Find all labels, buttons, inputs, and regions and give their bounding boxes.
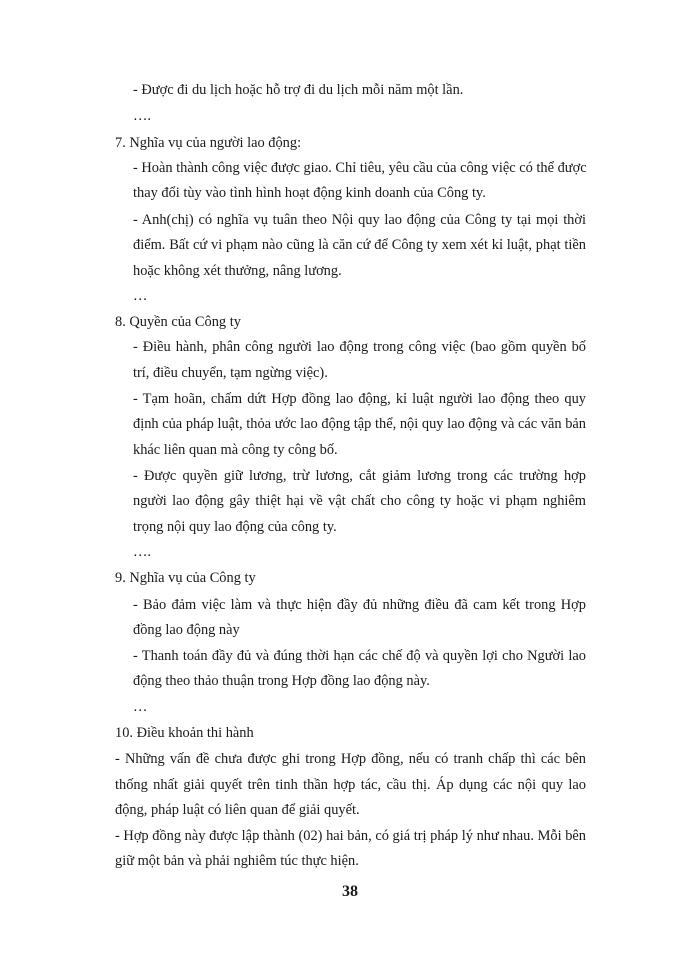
text-line: điểm. Bất cứ vi phạm nào cũng là căn cứ để Công ty xem xét kỉ luật, phạt tiền — [133, 237, 586, 253]
text-line: trọng nội quy lao động của công ty. — [133, 519, 337, 535]
text-line: - Hợp đồng này được lập thành (02) hai bản, có giá trị pháp lý như nhau. Mỗi bên — [115, 828, 586, 844]
text-line: người lao động gây thiệt hại về vật chất cho công ty hoặc vi phạm nghiêm — [133, 493, 586, 509]
text-line: thay đổi tùy vào tình hình hoạt động kinh doanh của Công ty. — [133, 185, 486, 201]
section-heading-8: 8. Quyền của Công ty — [115, 314, 241, 330]
text-line: giữ một bản và phải nghiêm túc thực hiện. — [115, 853, 359, 869]
text-line: động theo thảo thuận trong Hợp đồng lao động này. — [133, 673, 430, 689]
text-line-ellipsis: …. — [133, 108, 151, 124]
text-line: động, pháp luật có liên quan để giải quyết. — [115, 802, 360, 818]
text-line: - Những vấn đề chưa được ghi trong Hợp đồng, nếu có tranh chấp thì các bên — [115, 751, 586, 767]
page-number: 38 — [342, 883, 358, 900]
text-line: trí, điều chuyển, tạm ngừng việc). — [133, 365, 328, 381]
section-heading-9: 9. Nghĩa vụ của Công ty — [115, 570, 256, 586]
text-line: - Anh(chị) có nghĩa vụ tuân theo Nội quy lao động của Công ty tại mọi thời — [133, 212, 586, 228]
text-line: - Bảo đảm việc làm và thực hiện đầy đủ những điều đã cam kết trong Hợp — [133, 597, 586, 613]
text-line: thống nhất giải quyết trên tinh thần hợp tác, cầu thị. Áp dụng các nội quy lao — [115, 777, 586, 793]
text-line: hoặc không xét thưởng, nâng lương. — [133, 263, 342, 279]
text-line: - Điều hành, phân công người lao động trong công việc (bao gồm quyền bố — [133, 339, 586, 355]
text-line: khác liên quan mà công ty công bố. — [133, 442, 338, 458]
text-line-benefit-travel: - Được đi du lịch hoặc hỗ trợ đi du lịch mỗi năm một lần. — [133, 82, 464, 98]
text-line-ellipsis: … — [133, 288, 148, 304]
text-line: - Được quyền giữ lương, trừ lương, cắt giảm lương trong các trường hợp — [133, 468, 586, 484]
text-line: định của pháp luật, thỏa ước lao động tập thể, nội quy lao động và các văn bản — [133, 416, 586, 432]
text-line: đồng lao động này — [133, 622, 240, 638]
section-heading-7: 7. Nghĩa vụ của người lao động: — [115, 135, 302, 151]
text-line: - Hoàn thành công việc được giao. Chỉ tiêu, yêu cầu của công việc có thể được — [133, 160, 587, 176]
text-line-ellipsis: …. — [133, 544, 151, 560]
text-line: - Thanh toán đầy đủ và đúng thời hạn các chế độ và quyền lợi cho Người lao — [133, 648, 586, 664]
text-line-ellipsis: … — [133, 699, 148, 715]
section-heading-10: 10. Điều khoản thi hành — [115, 725, 254, 741]
text-line: - Tạm hoãn, chấm dứt Hợp đồng lao động, kỉ luật người lao động theo quy — [133, 391, 586, 407]
